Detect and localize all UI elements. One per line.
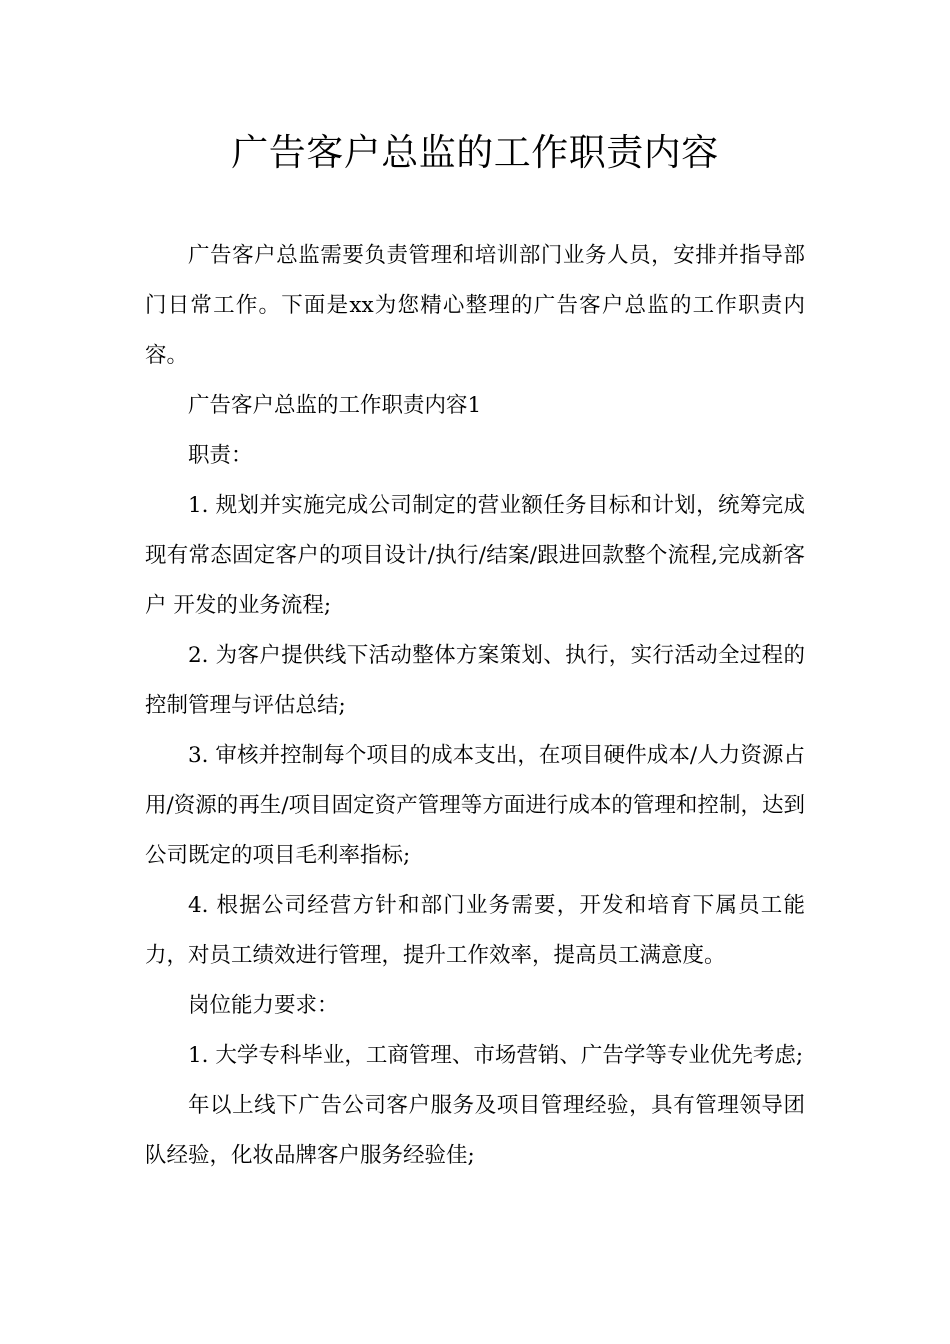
- intro-paragraph: 广告客户总监需要负责管理和培训部门业务人员，安排并指导部门日常工作。下面是xx为您精心整理的广告客户总监的工作职责内容。: [145, 243, 805, 368]
- duty-item-1: 1. 规划并实施完成公司制定的营业额任务目标和计划，统筹完成现有常态固定客户的项目设计/执行/结案/跟进回款整个流程,完成新客户 开发的业务流程;: [145, 493, 805, 618]
- requirements-heading: 岗位能力要求：: [188, 993, 339, 1018]
- duty-item-2: 2. 为客户提供线下活动整体方案策划、执行，实行活动全过程的控制管理与评估总结;: [145, 643, 805, 718]
- requirement-item-2: 年以上线下广告公司客户服务及项目管理经验，具有管理领导团队经验，化妆品牌客户服务经验佳;: [145, 1093, 805, 1168]
- document-title: 广告客户总监的工作职责内容: [231, 131, 719, 174]
- duty-item-4: 4. 根据公司经营方针和部门业务需要，开发和培育下属员工能力，对员工绩效进行管理，提升工作效率，提高员工满意度。: [145, 893, 805, 968]
- document-body: [145, 231, 805, 1181]
- duties-heading: 职责：: [188, 443, 253, 468]
- requirement-item-1: 1. 大学专科毕业，工商管理、市场营销、广告学等专业优先考虑;: [188, 1043, 804, 1068]
- duty-item-3: 3. 审核并控制每个项目的成本支出，在项目硬件成本/人力资源占用/资源的再生/项目固定资产管理等方面进行成本的管理和控制，达到公司既定的项目毛利率指标;: [145, 743, 805, 868]
- section-heading: 广告客户总监的工作职责内容1: [188, 393, 482, 418]
